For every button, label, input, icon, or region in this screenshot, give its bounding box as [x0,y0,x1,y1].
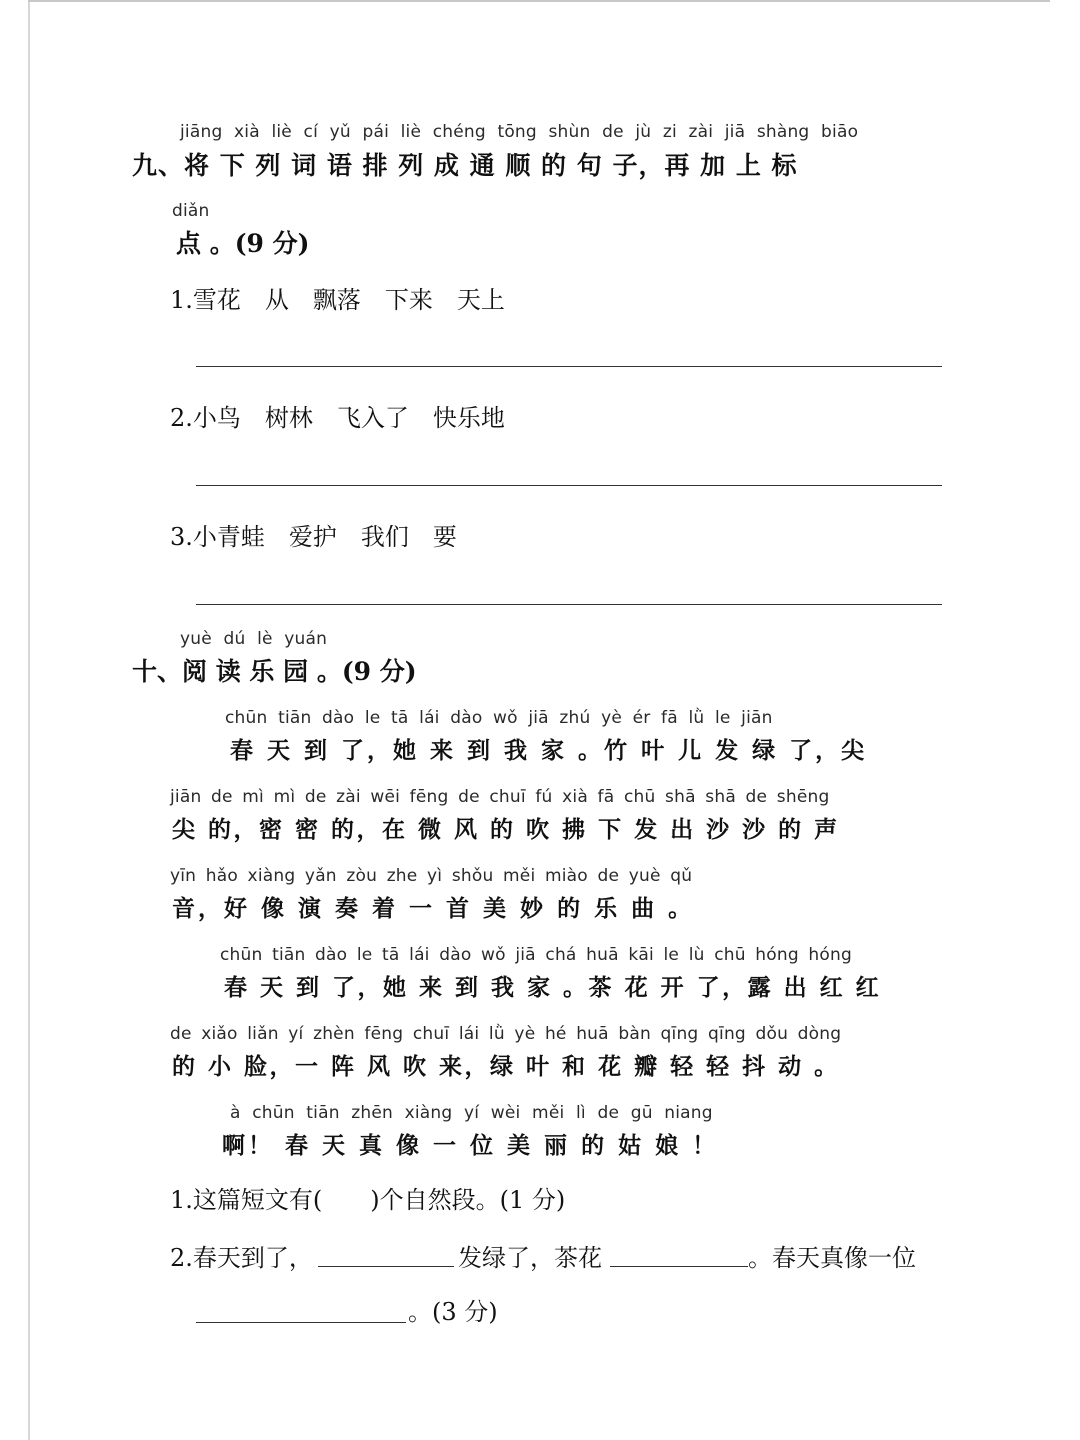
question-2-blank-2[interactable] [610,1266,748,1267]
passage-pinyin-3: yīn hǎo xiàng yǎn zòu zhe yì shǒu měi miào de yuè qǔ [170,866,693,886]
question-1: 1.这篇短文有( )个自然段。(1 分) [170,1186,566,1214]
passage-line-6: 啊！ 春 天 真 像 一 位 美 丽 的 姑 娘 ！ [222,1132,719,1159]
question-2-part-d: 。(3 分) [408,1298,498,1326]
question-2-blank-3[interactable] [196,1322,406,1323]
section9-heading-2: 点 。(9 分) [176,229,310,258]
section9-heading: 九、将 下 列 词 语 排 列 成 通 顺 的 句 子，再 加 上 标 [132,151,798,180]
passage-pinyin-1: chūn tiān dào le tā lái dào wǒ jiā zhú yè ér fā lǜ le jiān [225,708,773,728]
page-top-edge [28,0,1050,2]
passage-pinyin-6: à chūn tiān zhēn xiàng yí wèi měi lì de gū niang [230,1103,713,1123]
answer-line-1[interactable] [196,366,942,367]
passage-line-5: 的 小 脸，一 阵 风 吹 来，绿 叶 和 花 瓣 轻 轻 抖 动 。 [172,1053,840,1080]
reorder-item-2: 2.小鸟 树林 飞入了 快乐地 [170,404,505,432]
question-2-blank-1[interactable] [318,1266,454,1267]
page-left-edge [28,0,30,1440]
section10-heading: 十、阅 读 乐 园 。(9 分) [132,657,417,686]
section9-heading-pinyin-2: diǎn [172,201,210,221]
reorder-item-1: 1.雪花 从 飘落 下来 天上 [170,286,505,314]
question-2-part-b: 发绿了，茶花 [458,1244,602,1272]
passage-line-3: 音，好 像 演 奏 着 一 首 美 妙 的 乐 曲 。 [172,895,695,922]
passage-line-2: 尖 的，密 密 的，在 微 风 的 吹 拂 下 发 出 沙 沙 的 声 [172,816,840,843]
passage-line-4: 春 天 到 了，她 来 到 我 家 。茶 花 开 了，露 出 红 红 [224,974,882,1001]
passage-pinyin-4: chūn tiān dào le tā lái dào wǒ jiā chá huā kāi le lù chū hóng hóng [220,945,852,965]
answer-line-2[interactable] [196,485,942,486]
answer-line-3[interactable] [196,604,942,605]
reorder-item-3: 3.小青蛙 爱护 我们 要 [170,523,457,551]
question-2-part-c: 。春天真像一位 [748,1244,916,1272]
passage-pinyin-2: jiān de mì mì de zài wēi fēng de chuī fú xià fā chū shā shā de shēng [170,787,830,807]
section10-heading-pinyin: yuè dú lè yuán [180,629,328,649]
section9-heading-pinyin: jiāng xià liè cí yǔ pái liè chéng tōng shùn de jù zi zài jiā shàng biāo [180,122,859,142]
question-2-part-a: 2.春天到了， [170,1244,313,1272]
passage-pinyin-5: de xiǎo liǎn yí zhèn fēng chuī lái lǜ yè hé huā bàn qīng qīng dǒu dòng [170,1024,842,1044]
passage-line-1: 春 天 到 了，她 来 到 我 家 。竹 叶 儿 发 绿 了，尖 [230,737,868,764]
